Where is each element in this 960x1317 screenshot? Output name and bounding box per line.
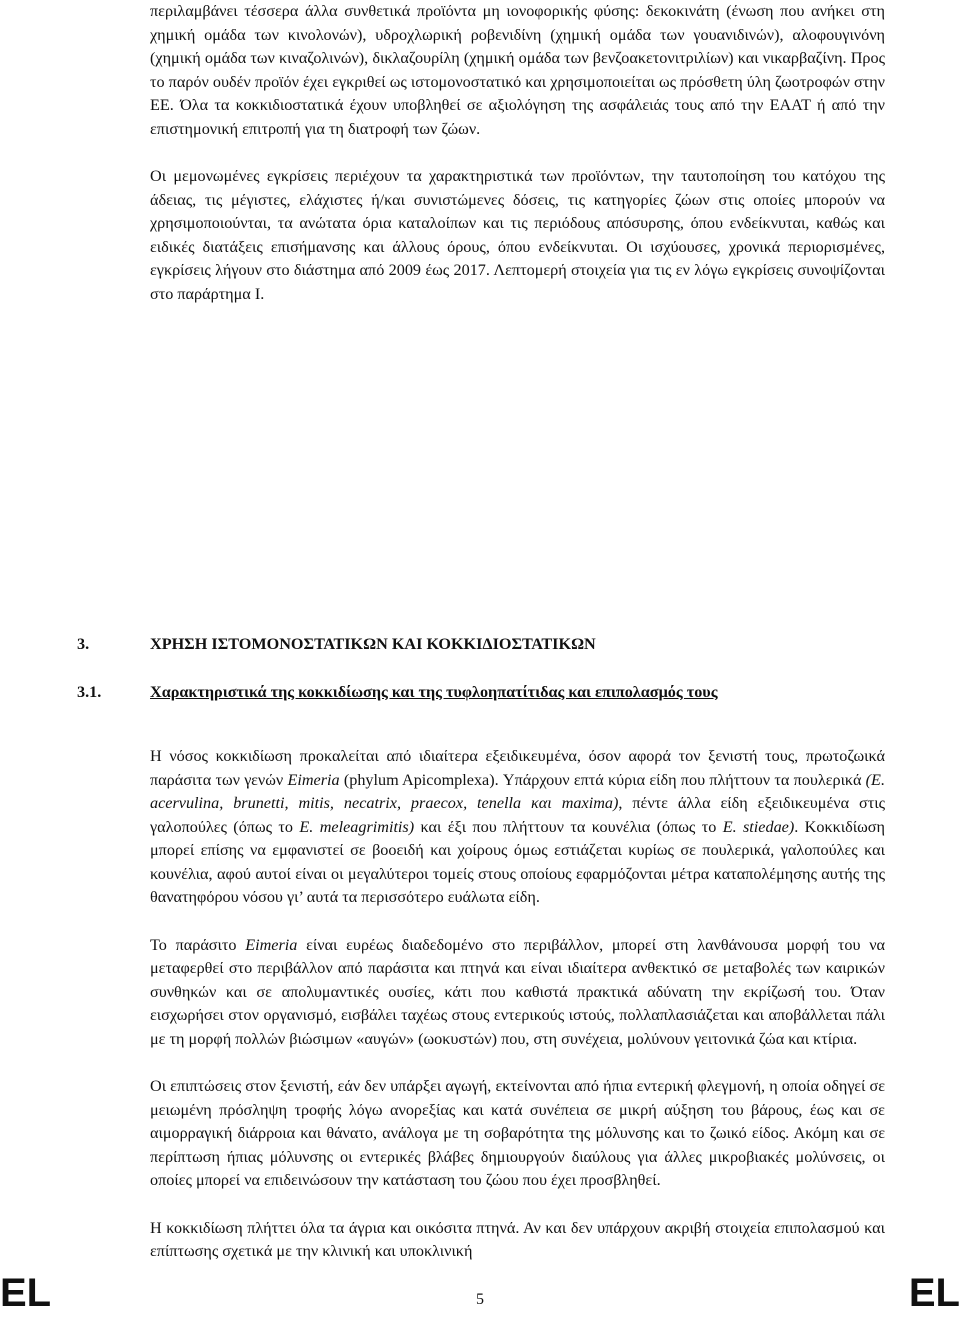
species-rabbit: E. stiedae) <box>722 817 795 836</box>
section-3-number: 3. <box>77 635 90 653</box>
paragraph-prevalence: Η κοκκιδίωση πλήττει όλα τα άγρια και οικόσιτα πτηνά. Αν και δεν υπάρχουν ακριβή στοιχεία επιπολασμού και επίπτωσης σχετικά με την κλινική και υποκλινική <box>150 1218 885 1260</box>
genus-eimeria: Eimeria <box>287 770 340 789</box>
footer-language-right: EL <box>908 1271 960 1315</box>
paragraph-coccidiostats-list: περιλαμβάνει τέσσερα άλλα συνθετικά προϊόντα μη ιονοφορικής φύσης: δεκοκινάτη (ένωση που ανήκει στη χημική ομάδα των κινολονών), υδροχλωρική ροβενιδίνη (χημική ομάδα των γουανιδινών), αλοφουγινόνη (χημική ομάδα των κιναζολινών), δικλαζουρίλη (χημική ομάδα των βενζοακετονιτριλίων) και νικαρβαζίνη. Προς το παρόν ουδέν προϊόν έχει εγκριθεί ως ιστομονοστατικό και χρησιμοποιείται ως πρόσθετη ύλη ζωοτροφών στην ΕΕ. Όλα τα κοκκιδιοστατικά έχουν υποβληθεί σε αξιολόγηση της ασφάλειάς τους από την ΕΑΑΤ ή από την επιστημονική επιτροπή για τη διατροφή των ζώων. <box>150 2 885 138</box>
intro-text <box>150 0 885 306</box>
paragraph-authorisations: Οι μεμονωμένες εγκρίσεις περιέχουν τα χαρακτηριστικά των προϊόντων, την ταυτοποίηση του κατόχου της άδειας, τις μέγιστες, ελάχιστες ή/και συνιστώμενες δόσεις, τις κατηγορίες ζώων στις οποίες μπορούν να χρησιμοποιούνται, τα ανώτατα όρια καταλοίπων και τις περιόδους απόσυρσης, όπου ενδείκνυται, καθώς και ειδικές διατάξεις επισήμανσης και άλλους όρους, όπου ενδείκνυται. Οι ισχύουσες, χρονικά περιορισμένες, εγκρίσεις λήγουν στο διάστημα από 2009 έως 2017. Λεπτομερή στοιχεία για τις εν λόγω εγκρίσεις συνοψίζονται στο παράρτημα Ι. <box>150 167 885 303</box>
paragraph-coccidiosis-cause: Η νόσος κοκκιδίωση προκαλείται από ιδιαίτερα εξειδικευμένα, όσον αφορά τον ξενιστή τους, πρωτοζωικά παράσιτα των γενών Eimeria (phylum Apicomplexa). Υπάρχουν επτά κύρια είδη που πλήττουν τα πουλερικά (E. acervulina, brunetti, mitis, necatrix, praecox, tenella και maxima), πέντε άλλα είδη εξειδικευμένα στις γαλοπούλες (όπως το E. meleagrimitis) και έξι που πλήττουν τα κουνέλια (όπως το E. stiedae). Κοκκιδίωση μπορεί επίσης να εμφανιστεί σε βοοειδή και χοίρους όμως εστιάζεται κυρίως σε πουλερικά, γαλοπούλες και κουνέλια, αφού αυτοί είναι οι μεγαλύτεροι τομείς στους οποίους εφαρμόζονται μέτρα καταπολέμησης αυτής της θανατηφόρου νόσου γι’ αυτά τα περισσότερο ευάλωτα είδη. <box>150 747 886 906</box>
page-number: 5 <box>476 1291 484 1308</box>
section-3-1-number: 3.1. <box>77 683 102 701</box>
species-turkey: E. meleagrimitis) <box>299 817 415 836</box>
section-3-1-body <box>150 745 885 1264</box>
section-3-title: ΧΡΗΣΗ ΙΣΤΟΜΟΝΟΣΤΑΤΙΚΩΝ ΚΑΙ ΚΟΚΚΙΔΙΟΣΤΑΤΙΚΩΝ <box>150 635 596 653</box>
genus-eimeria-2: Eimeria <box>245 935 298 954</box>
section-3-1-title: Χαρακτηριστικά της κοκκιδίωσης και της τυφλοηπατίτιδας και επιπολασμός τους <box>150 683 718 701</box>
footer-language-left: EL <box>0 1271 52 1315</box>
paragraph-eimeria-environment: Το παράσιτο Eimeria είναι ευρέως διαδεδομένο στο περιβάλλον, μπορεί στη λανθάνουσα μορφή του να μεταφερθεί στο περιβάλλον από παράσιτα και πτηνά και είναι ιδιαίτερα ανθεκτικό σε μεταβολές των καιρικών συνθηκών και σε απολυμαντικές ουσίες, κάτι που καθιστά πρακτικά αδύνατη την εκρίζωσή του. Όταν εισχωρήσει στον οργανισμό, εισβάλει ταχέως στους εντερικούς ιστούς, πολλαπλασιάζεται και αποβάλλεται πάλι με τη μορφή πολλών βιώσιμων «αυγών» (ωοκυστών) που, στη συνέχεια, μολύνουν γειτονικά ζώα και κτίρια. <box>150 935 885 1048</box>
species-poultry: (E. acervulina, brunetti, mitis, necatrix, praecox, tenella και maxima) <box>150 770 885 812</box>
paragraph-host-effects: Οι επιπτώσεις στον ξενιστή, εάν δεν υπάρξει αγωγή, εκτείνονται από ήπια εντερική φλεγμονή, η οποία οδηγεί σε μειωμένη πρόσληψη τροφής λόγω ανορεξίας και κατά συνέπεια σε μικρή αύξηση του βάρους, έως και σε αιμορραγική διάρροια και θάνατο, ανάλογα με τη σοβαρότητα της μόλυνσης και το ζωικό είδος. Ακόμη και σε περίπτωση ήπιας μόλυνσης οι εντερικές βλάβες δημιουργούν διαύλους για άλλες μικροβιακές μολύνσεις, οι οποίες μπορεί να επιδεινώσουν την κατάσταση του ζώου που έχει προσβληθεί. <box>150 1077 885 1189</box>
